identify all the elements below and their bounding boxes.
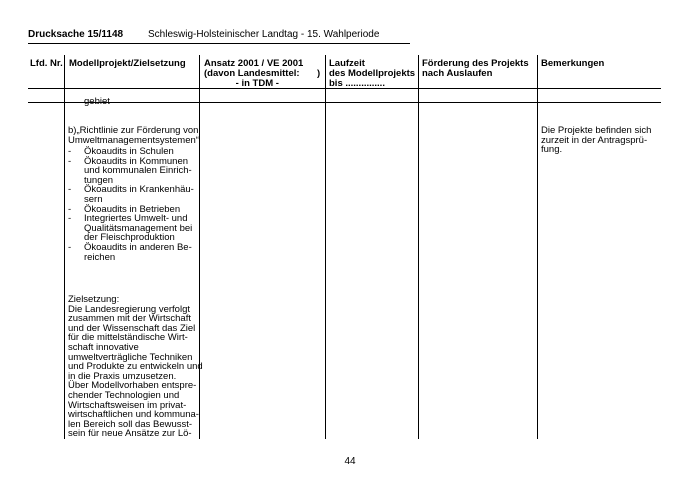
- row2-bullet-list: [68, 147, 194, 262]
- bullet-dash: -: [68, 146, 72, 157]
- list-item: [68, 185, 194, 204]
- bullet-text: Ökoaudits in Kommunen und kommunalen Einrich- tungen: [84, 155, 192, 186]
- column-divider: [537, 55, 538, 439]
- row2-goal-text: Zielsetzung: Die Landesregierung verfolgt zusammen mit der Wirtschaft und der Wissenschaft das Ziel für die mittelständische Wirt- schaft innovative umweltverträgliche Techniken und Produkte zu entwickeln und in die Praxis umzusetzen. Über Modellvorhaben entspre- chender Technologien und Wirtschaftsweisen im privat- wirtschaftlichen und kommuna- len Bereich soll das Bewusst- sein für neue Ansätze zur Lö-: [68, 294, 203, 440]
- column-divider: [64, 55, 65, 439]
- column-header-budget-paren: ): [317, 68, 321, 79]
- page-number: 44: [344, 456, 356, 467]
- bullet-dash: -: [68, 213, 72, 225]
- bullet-text: Ökoaudits in Krankenhäu- sern: [84, 184, 194, 205]
- column-header-budget: Ansatz 2001 / VE 2001 (davon Landesmittel: - in TDM -: [204, 58, 304, 89]
- document-title: Schleswig-Holsteinischer Landtag - 15. Wahlperiode: [148, 29, 380, 40]
- bullet-text: Integriertes Umwelt- und Qualitätsmanagement bei der Fleischproduktion: [84, 213, 193, 244]
- column-divider: [418, 55, 419, 439]
- column-header-duration: Laufzeit des Modellprojekts bis ...............: [329, 58, 416, 89]
- bullet-dash: -: [68, 155, 72, 167]
- bullet-dash: -: [68, 241, 72, 253]
- document-number: Drucksache 15/1148: [28, 29, 124, 40]
- bullet-text: Ökoaudits in Schulen: [84, 146, 174, 157]
- column-header-remarks: Bemerkungen: [541, 58, 605, 69]
- row2-remark-text: Die Projekte befinden sich zurzeit in der Antragsprü- fung.: [541, 125, 652, 156]
- list-item: [68, 214, 194, 243]
- bullet-text: Ökoaudits in Betrieben: [84, 203, 181, 215]
- column-header-project: Modellprojekt/Zielsetzung: [69, 58, 186, 69]
- list-item: [68, 243, 194, 262]
- list-item: [68, 157, 194, 186]
- bullet-text: Ökoaudits in anderen Be- reichen: [84, 241, 192, 263]
- row-rule: [28, 102, 661, 103]
- column-header-number: Lfd. Nr.: [30, 58, 63, 69]
- bullet-dash: -: [68, 203, 72, 215]
- header-rule: [28, 43, 410, 44]
- page-header: [28, 29, 380, 40]
- column-divider: [325, 55, 326, 439]
- bullet-dash: -: [68, 184, 72, 196]
- row2-project-intro: b)„Richtlinie zur Förderung von Umweltmanagementsystemen“: [68, 125, 199, 146]
- column-header-funding: Förderung des Projekts nach Auslaufen: [422, 58, 529, 79]
- row1-project-text: gebiet: [84, 96, 110, 107]
